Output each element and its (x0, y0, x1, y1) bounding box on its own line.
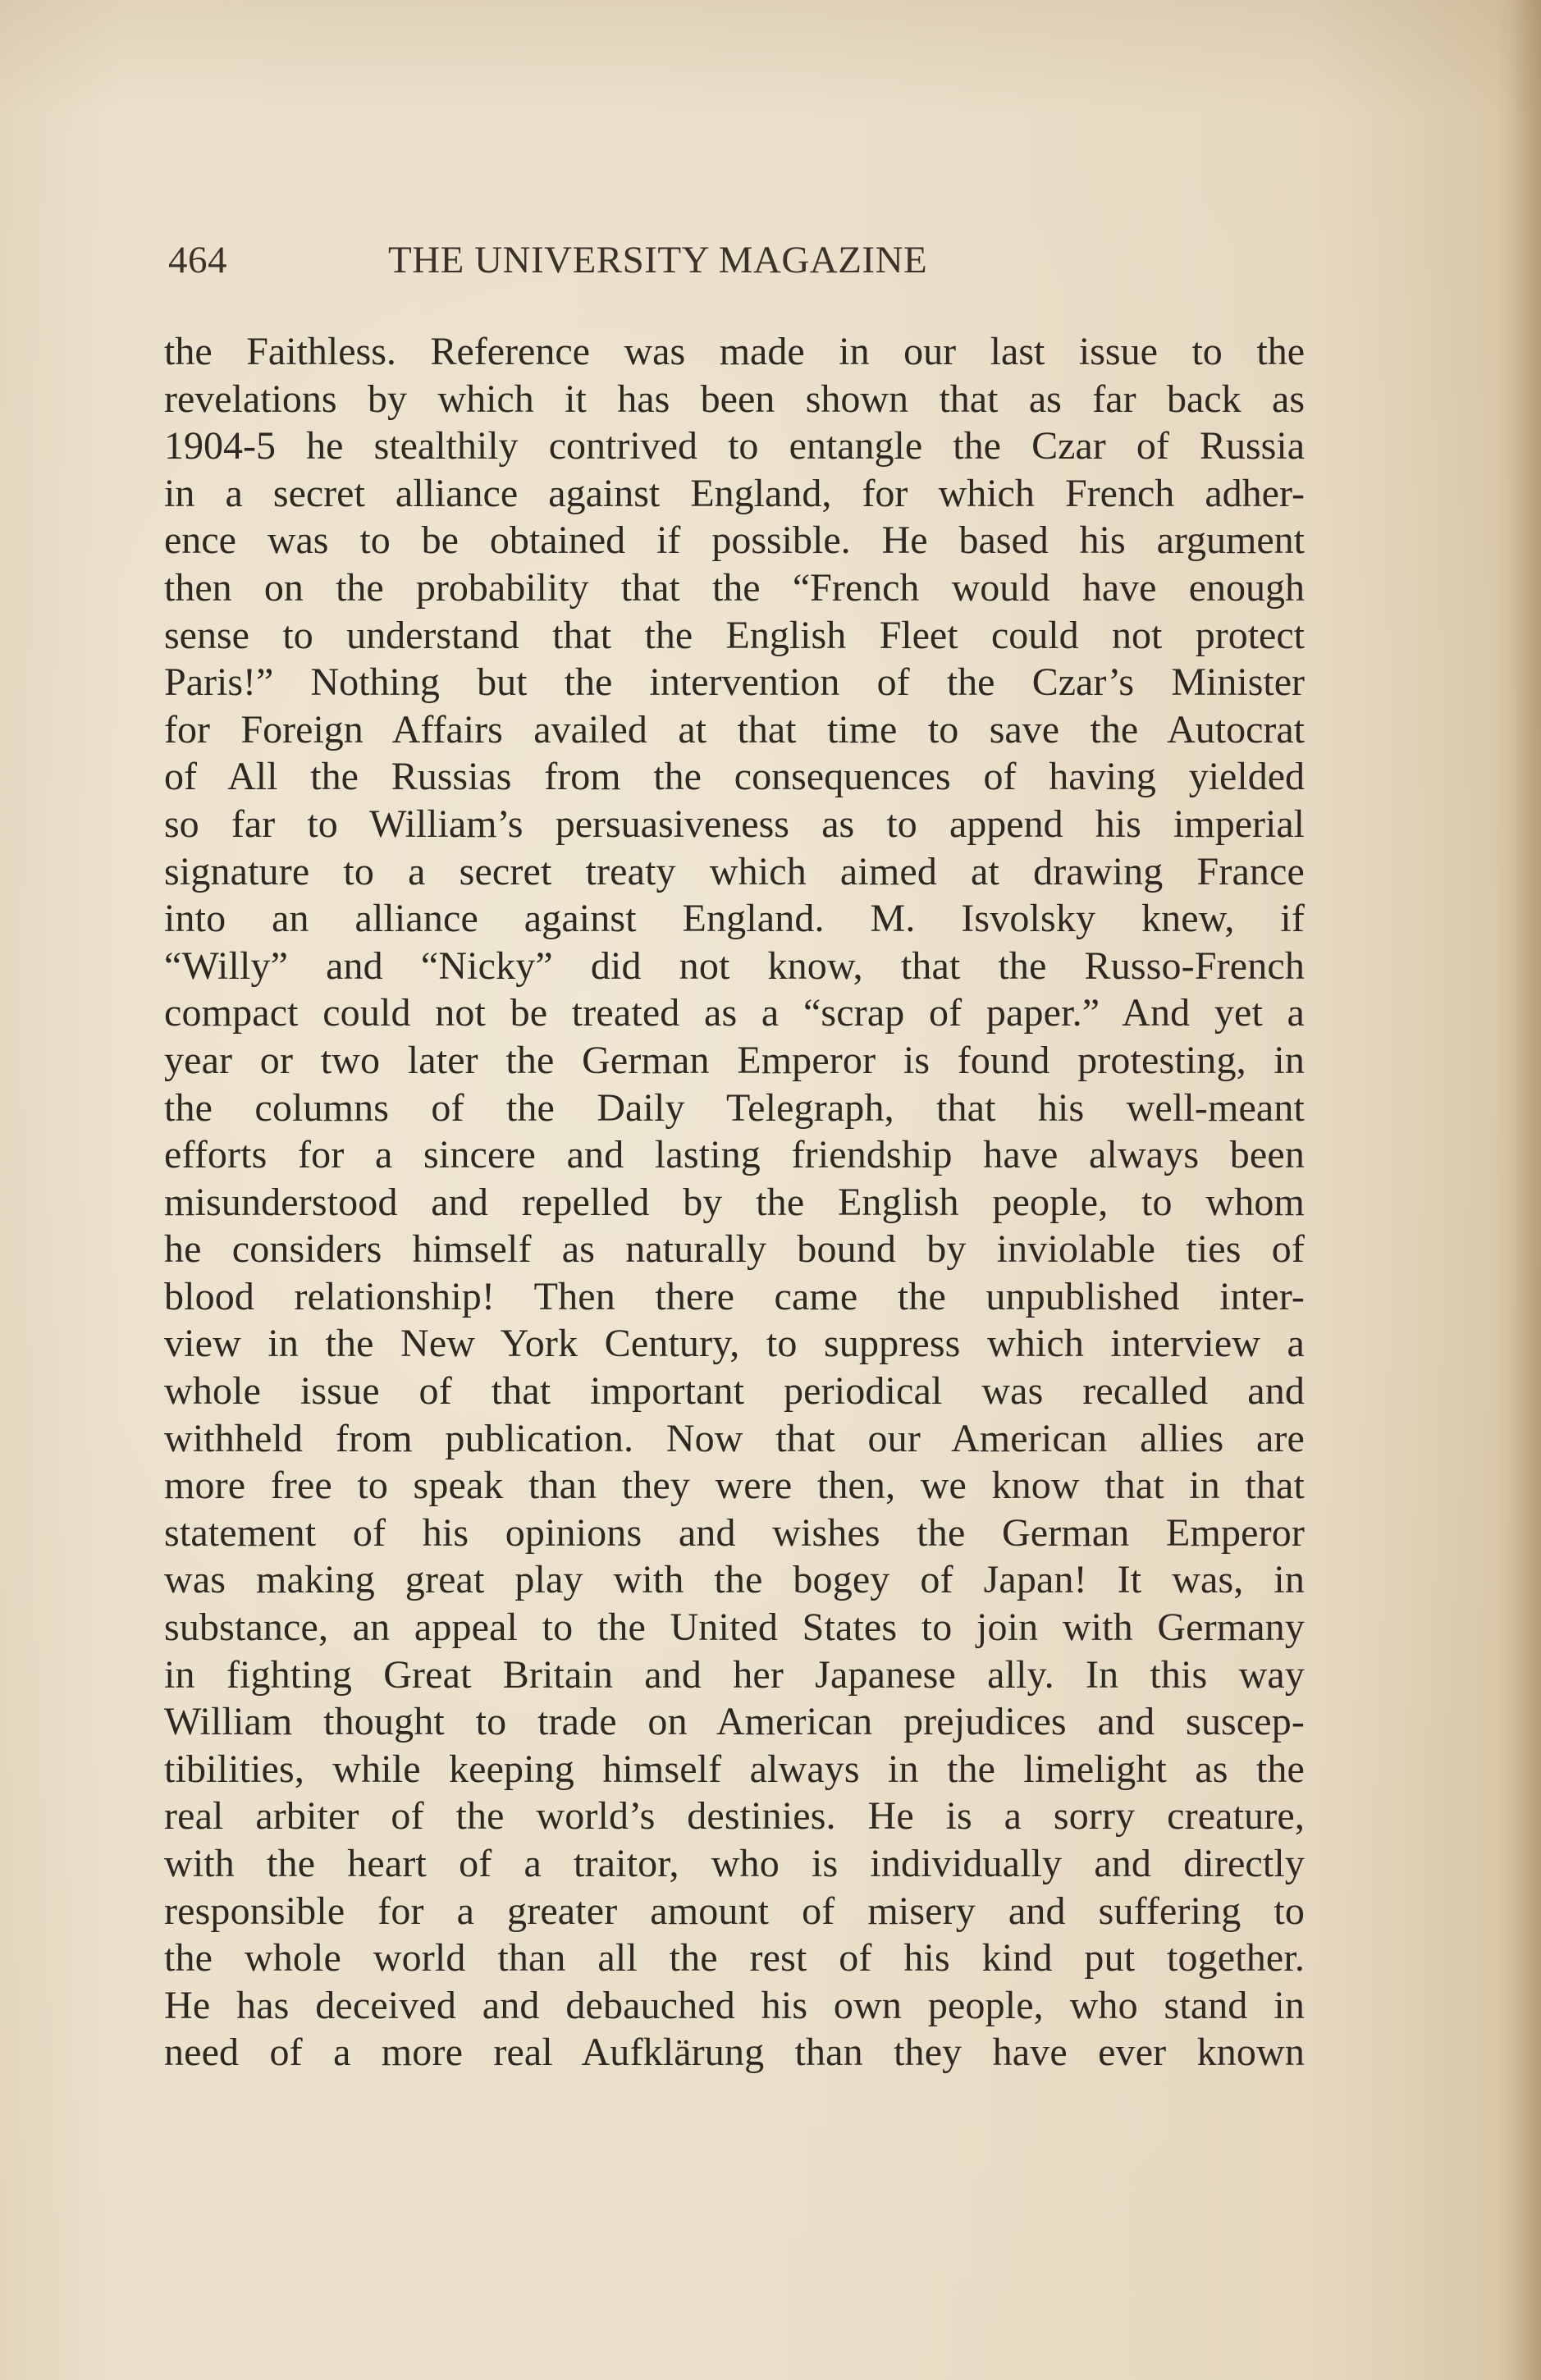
body-text (164, 328, 1305, 2076)
running-head: THE UNIVERSITY MAGAZINE (388, 239, 928, 281)
text-line: He has deceived and debauched his own people, who stand in (164, 1983, 1305, 2027)
text-line: whole issue of that important periodical was recalled and (164, 1369, 1305, 1414)
page-stain (0, 0, 1541, 115)
text-line: statement of his opinions and wishes the German Emperor (164, 1510, 1305, 1555)
text-line: for Foreign Affairs availed at that time to save the Autocrat (164, 707, 1305, 751)
page-number: 464 (168, 239, 227, 281)
page-edge-shadow (1510, 0, 1541, 2380)
text-line: substance, an appeal to the United States to join with Germany (164, 1606, 1305, 1650)
text-line: revelations by which it has been shown that as far back as (164, 377, 1305, 421)
text-line: in a secret alliance against England, for which French adher- (164, 471, 1305, 515)
text-line: was making great play with the bogey of Japan! It was, in (164, 1558, 1305, 1602)
text-line: the Faithless. Reference was made in our last issue to the (164, 330, 1305, 373)
text-line: into an alliance against England. M. Isvolsky knew, if (164, 897, 1305, 941)
text-line: tibilities, while keeping himself always in the limelight as the (164, 1747, 1305, 1791)
text-line: sense to understand that the English Fleet could not protect (164, 613, 1305, 657)
text-line: the columns of the Daily Telegraph, that his well-meant (164, 1085, 1305, 1130)
text-line: blood relationship! Then there came the unpublished inter- (164, 1274, 1305, 1318)
text-line: in fighting Great Britain and her Japanese ally. In this way (164, 1652, 1305, 1697)
text-line: responsible for a greater amount of misery and suffering to (164, 1889, 1305, 1933)
text-line: year or two later the German Emperor is found protesting, in (164, 1038, 1305, 1082)
text-line: need of a more real Aufklärung than they have ever known (164, 2031, 1305, 2075)
text-line: view in the New York Century, to suppress which interview a (164, 1322, 1305, 1366)
text-line: he considers himself as naturally bound by inviolable ties of (164, 1227, 1305, 1272)
text-line: efforts for a sincere and lasting friendship have always been (164, 1133, 1305, 1177)
text-line: “Willy” and “Nicky” did not know, that the Russo-French (164, 943, 1305, 988)
text-line: Paris!” Nothing but the intervention of the Czar’s Minister (164, 660, 1305, 705)
text-line: misunderstood and repelled by the English people, to whom (164, 1180, 1305, 1224)
text-line: the whole world than all the rest of his kind put together. (164, 1936, 1305, 1980)
text-line: compact could not be treated as a “scrap of paper.” And yet a (164, 991, 1305, 1035)
text-line: signature to a secret treaty which aimed at drawing France (164, 849, 1305, 893)
text-line: then on the probability that the “French would have enough (164, 565, 1305, 610)
text-line: of All the Russias from the consequences of having yielded (164, 755, 1305, 799)
text-line: ence was to be obtained if possible. He based his argument (164, 518, 1305, 563)
text-line: real arbiter of the world’s destinies. He is a sorry creature, (164, 1794, 1305, 1839)
text-line: with the heart of a traitor, who is individually and directly (164, 1842, 1305, 1885)
text-line: more free to speak than they were then, we know that in that (164, 1464, 1305, 1508)
text-line: withheld from publication. Now that our American allies are (164, 1416, 1305, 1460)
text-line: 1904-5 he stealthily contrived to entangle the Czar of Russia (164, 424, 1305, 468)
page-header (168, 231, 1317, 289)
text-line: William thought to trade on American prejudices and suscep- (164, 1700, 1305, 1744)
text-line: so far to William’s persuasiveness as to append his imperial (164, 802, 1305, 846)
